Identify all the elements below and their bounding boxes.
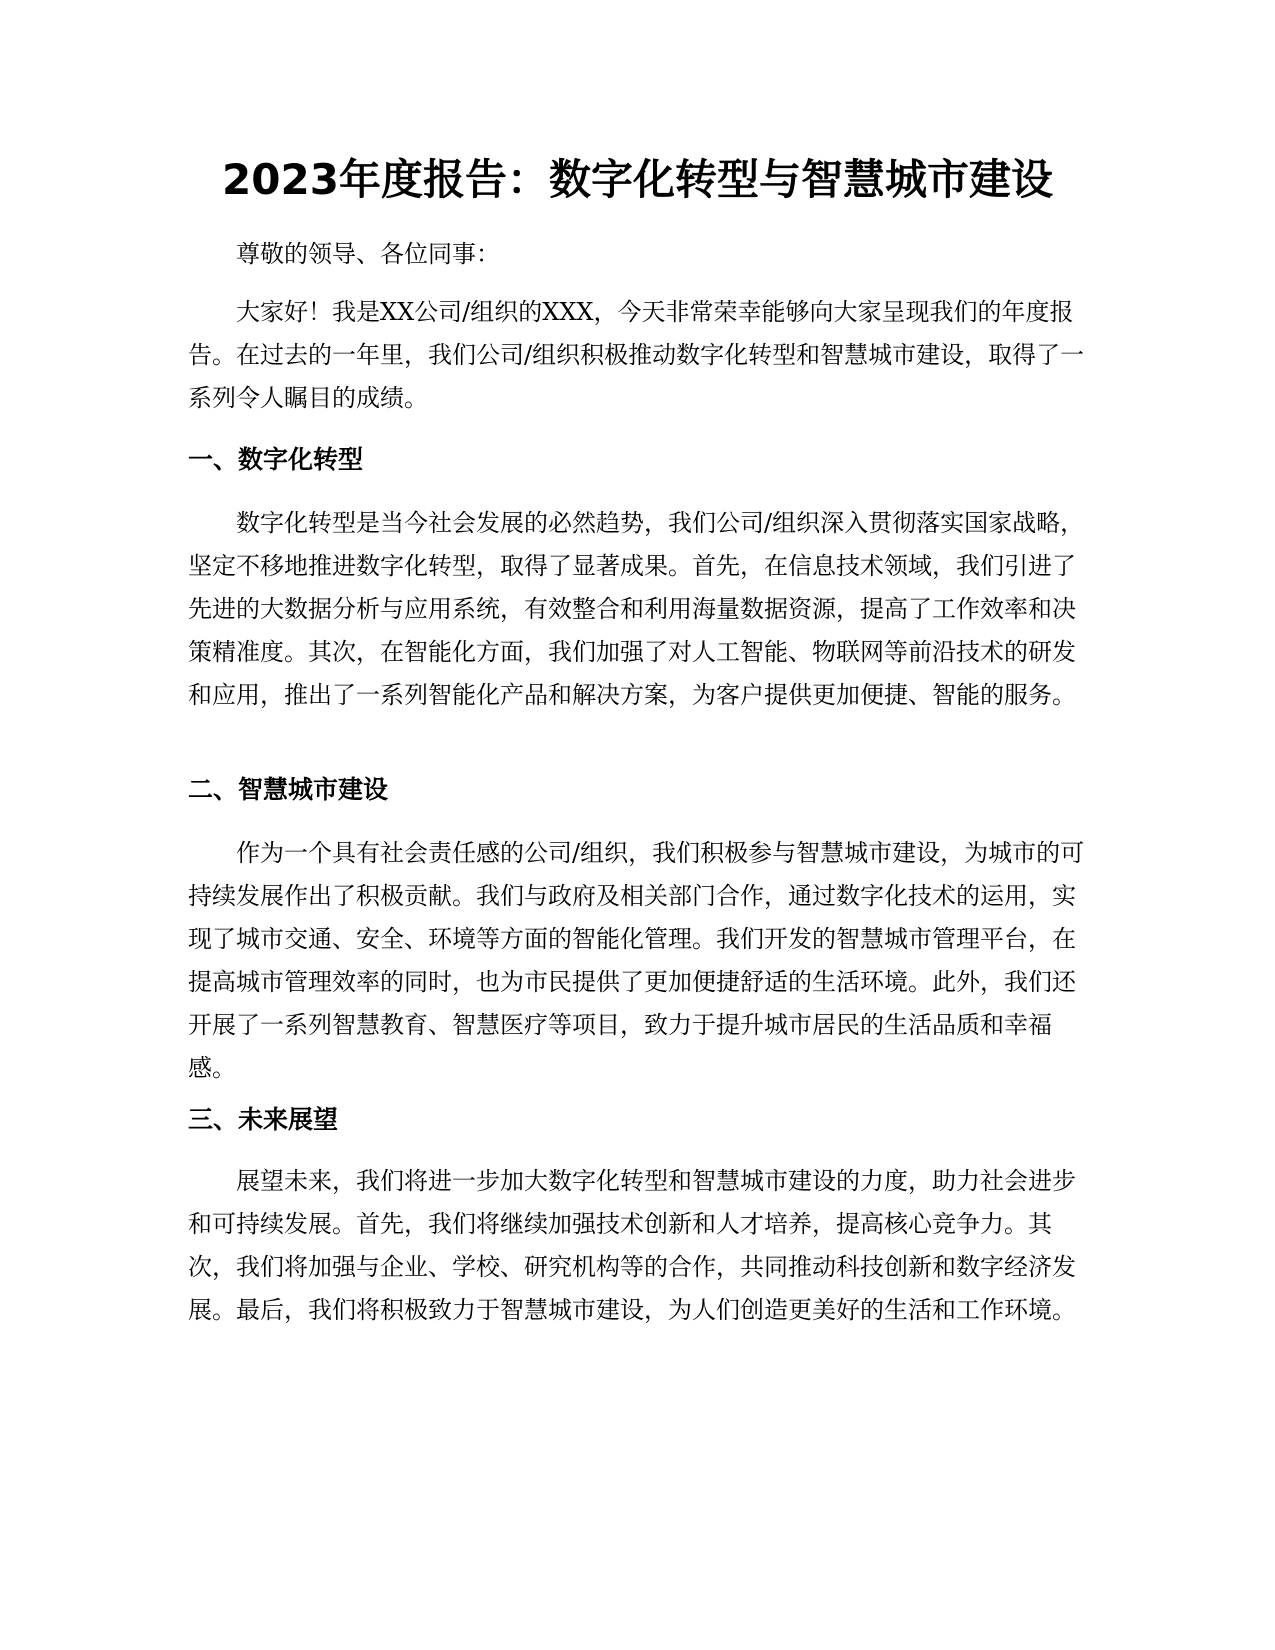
section-body-outlook: 展望未来，我们将进一步加大数字化转型和智慧城市建设的力度，助力社会进步和可持续发展。首先，我们将继续加强技术创新和人才培养，提高核心竞争力。其次，我们将加强与企业、学校、研究机构等的合作，共同推动科技创新和数字经济发展。最后，我们将积极致力于智慧城市建设，为人们创造更美好的生活和工作环境。: [188, 1167, 1076, 1324]
document-title: 2023年度报告：数字化转型与智慧城市建设: [222, 155, 1053, 204]
section-heading-outlook: 三、未来展望: [188, 1105, 339, 1134]
section-body-smart-city: 作为一个具有社会责任感的公司/组织，我们积极参与智慧城市建设，为城市的可持续发展作出了积极贡献。我们与政府及相关部门合作，通过数字化技术的运用，实现了城市交通、安全、环境等方面的智能化管理。我们开发的智慧城市管理平台，在提高城市管理效率的同时，也为市民提供了更加便捷舒适的生活环境。此外，我们还开展了一系列智慧教育、智慧医疗等项目，致力于提升城市居民的生活品质和幸福感。: [188, 839, 1085, 1082]
section-heading-smart-city: 二、智慧城市建设: [188, 775, 389, 804]
section-heading-digital-transformation: 一、数字化转型: [188, 445, 364, 474]
intro-paragraph: 大家好！我是XX公司/组织的XXX，今天非常荣幸能够向大家呈现我们的年度报告。在过去的一年里，我们公司/组织积极推动数字化转型和智慧城市建设，取得了一系列令人瞩目的成绩。: [188, 298, 1085, 412]
section-body-digital-transformation: 数字化转型是当今社会发展的必然趋势，我们公司/组织深入贯彻落实国家战略，坚定不移地推进数字化转型，取得了显著成果。首先，在信息技术领域，我们引进了先进的大数据分析与应用系统，有效整合和利用海量数据资源，提高了工作效率和决策精准度。其次，在智能化方面，我们加强了对人工智能、物联网等前沿技术的研发和应用，推出了一系列智能化产品和解决方案，为客户提供更加便捷、智能的服务。: [188, 509, 1085, 709]
salutation: 尊敬的领导、各位同事：: [236, 240, 500, 268]
